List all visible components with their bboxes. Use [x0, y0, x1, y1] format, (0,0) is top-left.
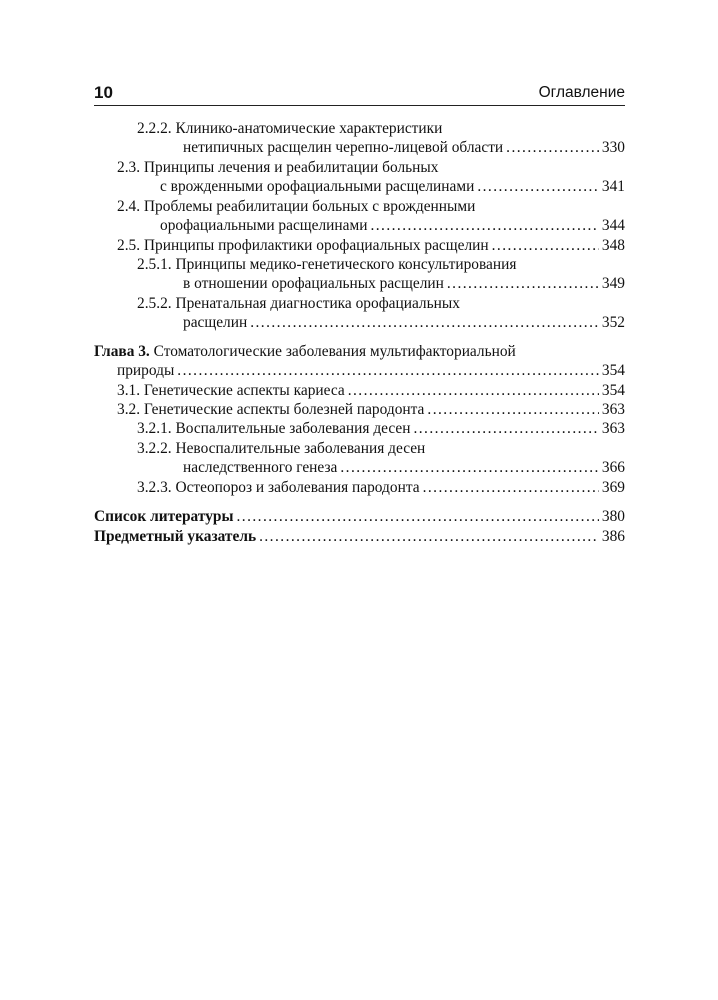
toc-entry-text: Предметный указатель	[94, 528, 257, 545]
chapter-label: Глава 3.	[94, 343, 150, 360]
toc-page-number: 348	[601, 237, 625, 254]
toc-entry-2-2-2[interactable]	[183, 138, 625, 158]
toc-entry-3-2[interactable]	[117, 400, 625, 420]
toc-entry-text: 3.2. Генетические аспекты болезней пародонта	[117, 401, 425, 418]
toc-page-number: 330	[601, 139, 625, 156]
toc-entry-text: нетипичных расщелин черепно-лицевой области	[183, 139, 504, 156]
dot-leader	[447, 274, 599, 294]
toc-entry-text: 3.2.1. Воспалительные заболевания десен	[137, 420, 411, 437]
dot-leader	[427, 400, 599, 420]
dot-leader	[370, 216, 598, 236]
dot-leader	[492, 236, 599, 256]
toc-entry-text: с врожденными орофациальными расщелинами	[160, 178, 475, 195]
toc-references[interactable]	[94, 507, 625, 527]
toc-page-number: 344	[601, 217, 625, 234]
toc-entry-2-3-line1: 2.3. Принципы лечения и реабилитации больных	[117, 159, 439, 176]
toc-entry-text: расщелин	[183, 314, 248, 331]
toc-entry-2-5[interactable]	[117, 236, 625, 256]
toc-entry-2-5-2-line1: 2.5.2. Пренатальная диагностика орофациальных	[137, 295, 460, 312]
toc-page-number: 354	[601, 362, 625, 379]
toc-entry-text: природы	[117, 362, 175, 379]
dot-leader	[250, 313, 599, 333]
toc-page-number: 369	[601, 479, 625, 496]
toc-entry-text: наследственного генеза	[183, 459, 338, 476]
toc-page-number: 363	[601, 401, 625, 418]
toc-entry-2-5-2[interactable]	[183, 313, 625, 333]
toc-page-number: 366	[601, 459, 625, 476]
dot-leader	[477, 177, 599, 197]
toc-entry-3-2-3[interactable]	[137, 478, 625, 498]
chapter-title: Стоматологические заболевания мультифакториальной	[153, 343, 516, 360]
toc-entry-text: 3.1. Генетические аспекты кариеса	[117, 382, 345, 399]
toc-page-number: 341	[601, 178, 625, 195]
toc-page-number: 363	[601, 420, 625, 437]
toc-entry-text: 3.2.3. Остеопороз и заболевания пародонта	[137, 479, 420, 496]
toc-entry-2-5-1[interactable]	[183, 274, 625, 294]
toc-entry-2-4-line1: 2.4. Проблемы реабилитации больных с врожденными	[117, 198, 476, 215]
dot-leader	[177, 361, 599, 381]
toc-entry-2-3[interactable]	[160, 177, 625, 197]
dot-leader	[236, 507, 598, 527]
toc-page-number: 352	[601, 314, 625, 331]
toc-page-number: 386	[601, 528, 625, 545]
toc-entry-text: в отношении орофациальных расщелин	[183, 275, 444, 292]
toc-entry-3-1[interactable]	[117, 381, 625, 401]
toc-entry-2-5-1-line1: 2.5.1. Принципы медико-генетического консультирования	[137, 256, 517, 273]
dot-leader	[259, 527, 599, 547]
dot-leader	[423, 478, 599, 498]
toc-entry-3-2-2-line1: 3.2.2. Невоспалительные заболевания десен	[137, 440, 426, 457]
page-number: 10	[94, 83, 113, 102]
toc-chapter-3[interactable]	[117, 361, 625, 381]
toc-entry-text: орофациальными расщелинами	[160, 217, 368, 234]
dot-leader	[413, 419, 598, 439]
page-header	[94, 83, 625, 105]
toc-subject-index[interactable]	[94, 527, 625, 547]
toc-entry-text: 2.5. Принципы профилактики орофациальных расщелин	[117, 237, 489, 254]
header-rule	[94, 105, 625, 106]
toc-entry-2-2-2-line1: 2.2.2. Клинико-анатомические характеристики	[137, 120, 443, 137]
toc-entry-2-4[interactable]	[160, 216, 625, 236]
toc-page-number: 354	[601, 382, 625, 399]
toc-entry-3-2-1[interactable]	[137, 419, 625, 439]
dot-leader	[340, 458, 599, 478]
toc-entry-3-2-2[interactable]	[183, 458, 625, 478]
dot-leader	[506, 138, 599, 158]
toc-entry-text: Список литературы	[94, 508, 234, 525]
toc-chapter-3-line1	[94, 342, 516, 362]
toc-page-number: 349	[601, 275, 625, 292]
toc-page-number: 380	[601, 508, 625, 525]
running-title: Оглавление	[538, 84, 625, 101]
dot-leader	[348, 381, 599, 401]
